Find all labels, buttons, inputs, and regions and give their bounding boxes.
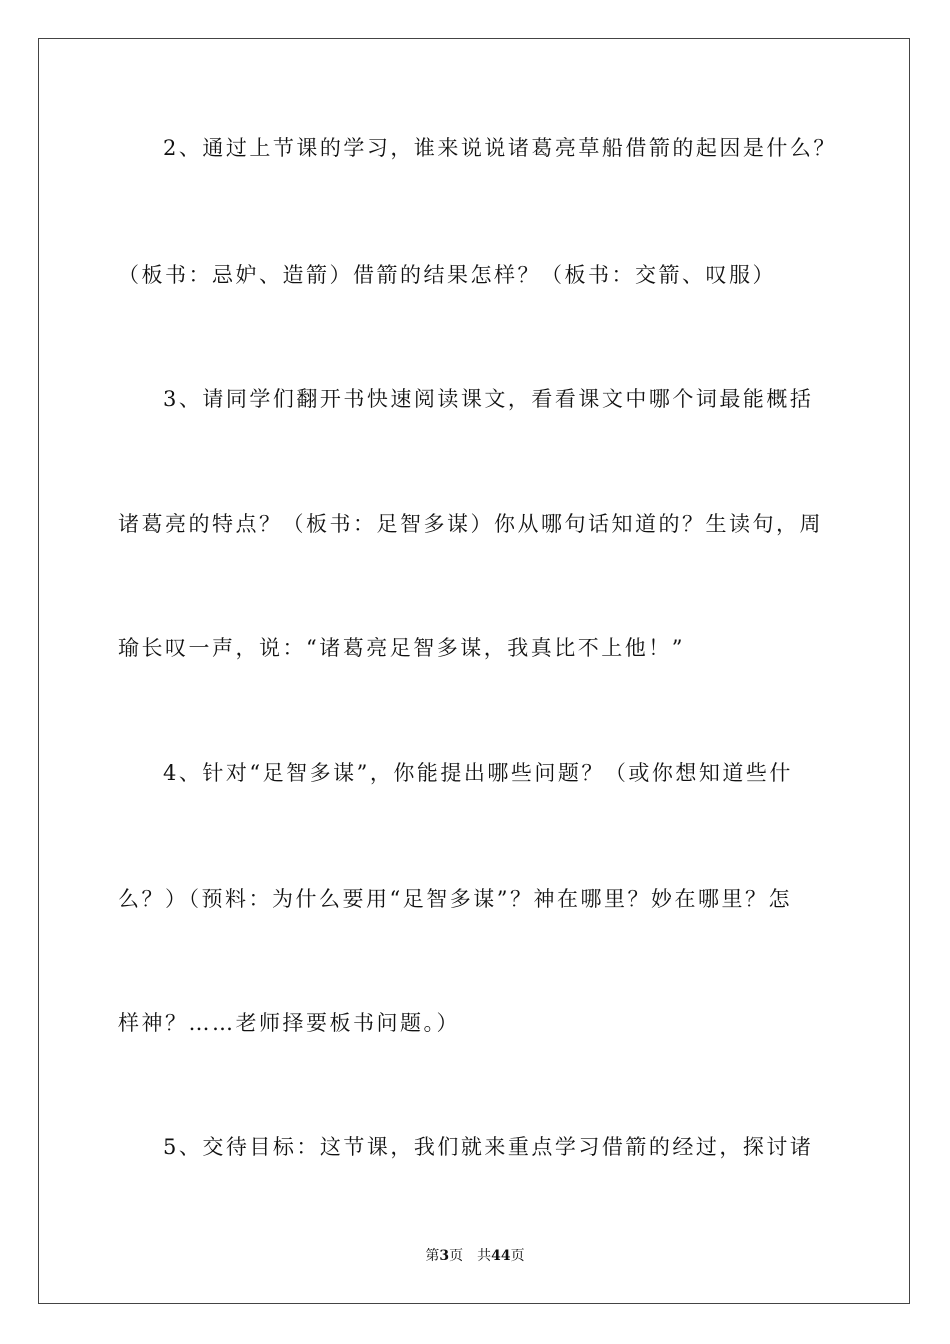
paragraph-line: 3、请同学们翻开书快速阅读课文，看看课文中哪个词最能概括 (163, 387, 814, 411)
footer-page-prefix: 第 (425, 1248, 440, 1264)
paragraph-line: 样神？……老师择要板书问题。） (118, 1011, 460, 1035)
footer-page-suffix: 页 (449, 1248, 464, 1264)
footer-total-prefix: 共 (477, 1248, 492, 1264)
paragraph-line: 4、针对“足智多谋”，你能提出哪些问题？（或你想知道些什 (163, 761, 793, 785)
paragraph-line: 瑜长叹一声，说：“诸葛亮足智多谋，我真比不上他！” (118, 636, 685, 660)
footer-total-suffix: 页 (510, 1248, 525, 1264)
paragraph-line: 5、交待目标：这节课，我们就来重点学习借箭的经过，探讨诸 (163, 1135, 814, 1159)
paragraph-line: 么？）（预料：为什么要用“足智多谋”？神在哪里？妙在哪里？怎 (118, 887, 792, 911)
paragraph-line: 2、通过上节课的学习，谁来说说诸葛亮草船借箭的起因是什么？ (163, 136, 837, 160)
page-border (38, 38, 910, 1304)
paragraph-line: （板书：忌妒、造箭）借箭的结果怎样？（板书：交箭、叹服） (118, 263, 776, 287)
paragraph-line: 诸葛亮的特点？（板书：足智多谋）你从哪句话知道的？生读句，周 (118, 512, 823, 536)
page-footer (0, 1246, 950, 1266)
footer-total-pages: 44 (491, 1248, 511, 1264)
footer-page-number: 3 (439, 1248, 450, 1264)
